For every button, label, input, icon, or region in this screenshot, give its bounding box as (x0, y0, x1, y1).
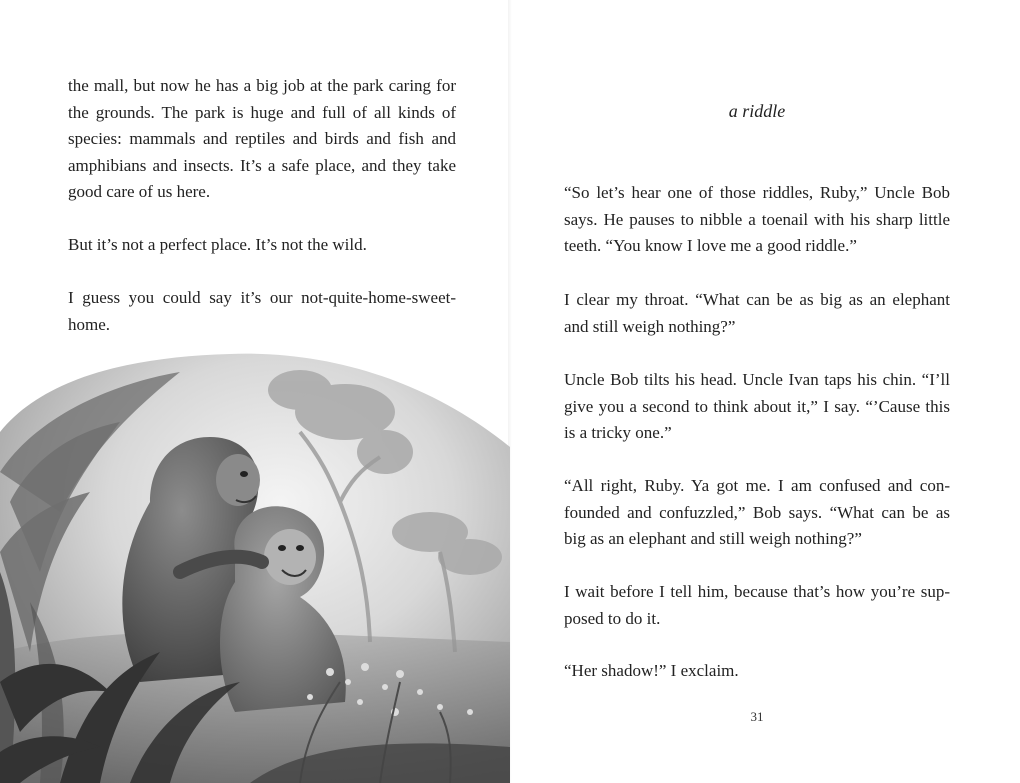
left-paragraph-1: the mall, but now he has a big job at the park caring for the grounds. The park is huge and full of all kinds of species: mammals and reptiles and birds and fish and amphibians and insects. It’s a safe place, and they take good care of us here. (68, 76, 456, 202)
left-paragraph-3: I guess you could say it’s our not-quite-home-sweet-home. (68, 288, 456, 334)
right-paragraph-4: “All right, Ruby. Ya got me. I am confused and confounded and confuzzled,” Bob says. “What can be as big as an elephant and still weigh nothing?” (564, 476, 950, 549)
right-paragraph-5: I wait before I tell him, because that’s how you’re supposed to do it. (564, 582, 950, 628)
right-paragraph-2: I clear my throat. “What can be as big as an elephant and still weigh nothing?” (564, 290, 950, 336)
chapter-title: a riddle (728, 101, 786, 121)
page-number: 31 (750, 709, 764, 724)
right-paragraph-1: “So let’s hear one of those riddles, Ruby,” Uncle Bob says. He pauses to nibble a toenail with his sharp little teeth. “You know I love me a good riddle.” (564, 183, 950, 256)
gorillas-illustration (0, 352, 510, 783)
left-paragraph-2: But it’s not a perfect place. It’s not the wild. (68, 235, 367, 254)
right-paragraph-3: Uncle Bob tilts his head. Uncle Ivan taps his chin. “I’ll give you a second to think about it,” I say. “’Cause this is a tricky one.” (564, 370, 950, 443)
right-paragraph-6: “Her shadow!” I exclaim. (564, 661, 739, 680)
